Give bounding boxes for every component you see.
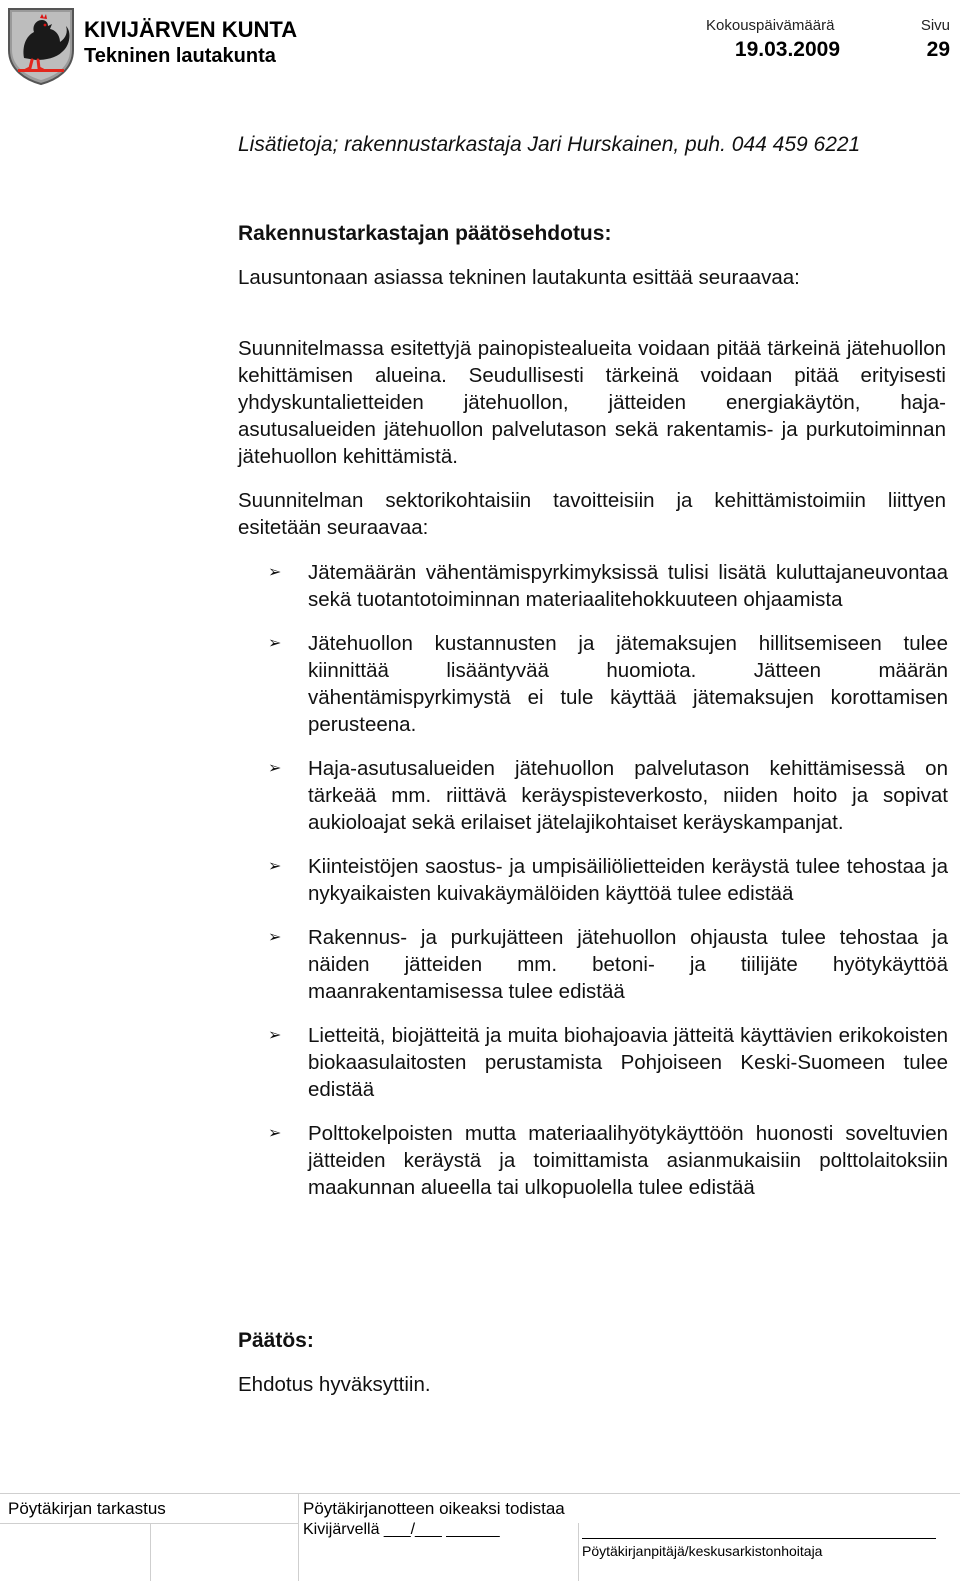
- list-item: [268, 755, 948, 836]
- footer-top-divider: [0, 1493, 960, 1494]
- list-item: [268, 1120, 948, 1201]
- place-date-line: Kivijärvellä ___/___ ______: [303, 1521, 500, 1538]
- decision-text: Ehdotus hyväksyttiin.: [238, 1373, 431, 1396]
- page-number: 29: [926, 38, 950, 61]
- footer-review-column-divider: [150, 1523, 151, 1581]
- list-item: [268, 559, 948, 613]
- list-item: [268, 630, 948, 738]
- organization-unit: Tekninen lautakunta: [84, 45, 276, 67]
- list-item: [268, 924, 948, 1005]
- arrow-bullet-icon: ➢: [268, 564, 282, 581]
- footer-signature-column-divider: [578, 1523, 579, 1581]
- list-item-text: Kiinteistöjen saostus- ja umpisäiliölietteiden keräystä tulee tehostaa ja nykyaikaisten kuivakäymälöiden käyttöä tulee edistää: [308, 855, 948, 905]
- contact-info-line: Lisätietoja; rakennustarkastaja Jari Hurskainen, puh. 044 459 6221: [238, 133, 861, 156]
- arrow-bullet-icon: ➢: [268, 635, 282, 652]
- meeting-date-label: Kokouspäivämäärä: [706, 17, 835, 34]
- intro-line: Lausuntonaan asiassa tekninen lautakunta esittää seuraavaa:: [238, 266, 800, 289]
- decision-heading: Päätös:: [238, 1329, 314, 1352]
- arrow-bullet-icon: ➢: [268, 760, 282, 777]
- footer-review-divider: [0, 1523, 298, 1524]
- list-item-text: Rakennus- ja purkujätteen jätehuollon ohjausta tulee tehostaa ja näiden jätteiden mm. betoni- ja tiilijäte hyötykäyttöä maanrakentamisessa tulee edistää: [308, 926, 948, 1003]
- page-label: Sivu: [920, 17, 950, 34]
- proposal-heading: Rakennustarkastajan päätösehdotus:: [238, 222, 612, 245]
- paragraph-priorities: Suunnitelmassa esitettyjä painopistealueita voidaan pitää tärkeinä jätehuollon kehittämisen alueina. Seudullisesti tärkeinä voidaan pitää erityisesti yhdyskuntalietteiden jätehuollon, jätteiden energiakäytön, haja-asutusalueiden jätehuollon palvelutason sekä rakentamis- ja purkutoiminnan jätehuollon kehittämistä.: [238, 337, 946, 468]
- minutes-review-label: Pöytäkirjan tarkastus: [8, 1499, 166, 1518]
- list-item: [268, 853, 948, 907]
- list-item-text: Jätehuollon kustannusten ja jätemaksujen hillitsemiseen tulee kiinnittää lisääntyvää huomiota. Jätteen määrän vähentämispyrkimystä ei tule käyttää jätemaksujen korottamisen perusteena.: [308, 632, 948, 736]
- arrow-bullet-icon: ➢: [268, 929, 282, 946]
- paragraph-sector-intro: Suunnitelman sektorikohtaisiin tavoitteisiin ja kehittämistoimiin liittyen esitetään seuraavaa:: [238, 489, 946, 539]
- arrow-bullet-icon: ➢: [268, 858, 282, 875]
- list-item-text: Haja-asutusalueiden jätehuollon palvelutason kehittämisessä on tärkeää mm. riittävä keräyspisteverkosto, niiden hoito ja sopivat aukioloajat sekä erilaiset jätelajikohtaiset keräyskampanjat.: [308, 757, 948, 834]
- list-item-text: Jätemäärän vähentämispyrkimyksissä tulisi lisätä kuluttajaneuvontaa sekä tuotantotoiminnan materiaalitehokkuuteen ohjaamista: [308, 561, 948, 611]
- arrow-bullet-icon: ➢: [268, 1125, 282, 1142]
- list-item: [268, 1022, 948, 1103]
- rooster-crest-icon: [6, 6, 76, 86]
- organization-name: KIVIJÄRVEN KUNTA: [84, 17, 298, 42]
- footer-column-divider: [298, 1493, 299, 1581]
- list-item-text: Lietteitä, biojätteitä ja muita biohajoavia jätteitä käyttävien erikokoisten biokaasulaitosten perustamista Pohjoiseen Keski-Suomeen tulee edistää: [308, 1024, 948, 1101]
- arrow-bullet-icon: ➢: [268, 1027, 282, 1044]
- certification-label: Pöytäkirjanotteen oikeaksi todistaa: [303, 1499, 565, 1518]
- signer-title: Pöytäkirjanpitäjä/keskusarkistonhoitaja: [582, 1543, 823, 1559]
- list-item-text: Polttokelpoisten mutta materiaalihyötykäyttöön huonosti soveltuvien jätteiden keräystä ja toimittamista asianmukaisiin polttolaitoksiin maakunnan alueella tai ulkopuolella tulee edistää: [308, 1122, 948, 1199]
- proposal-bullet-list: [268, 559, 948, 1218]
- signature-line: [582, 1538, 936, 1539]
- meeting-date-value: 19.03.2009: [734, 38, 840, 61]
